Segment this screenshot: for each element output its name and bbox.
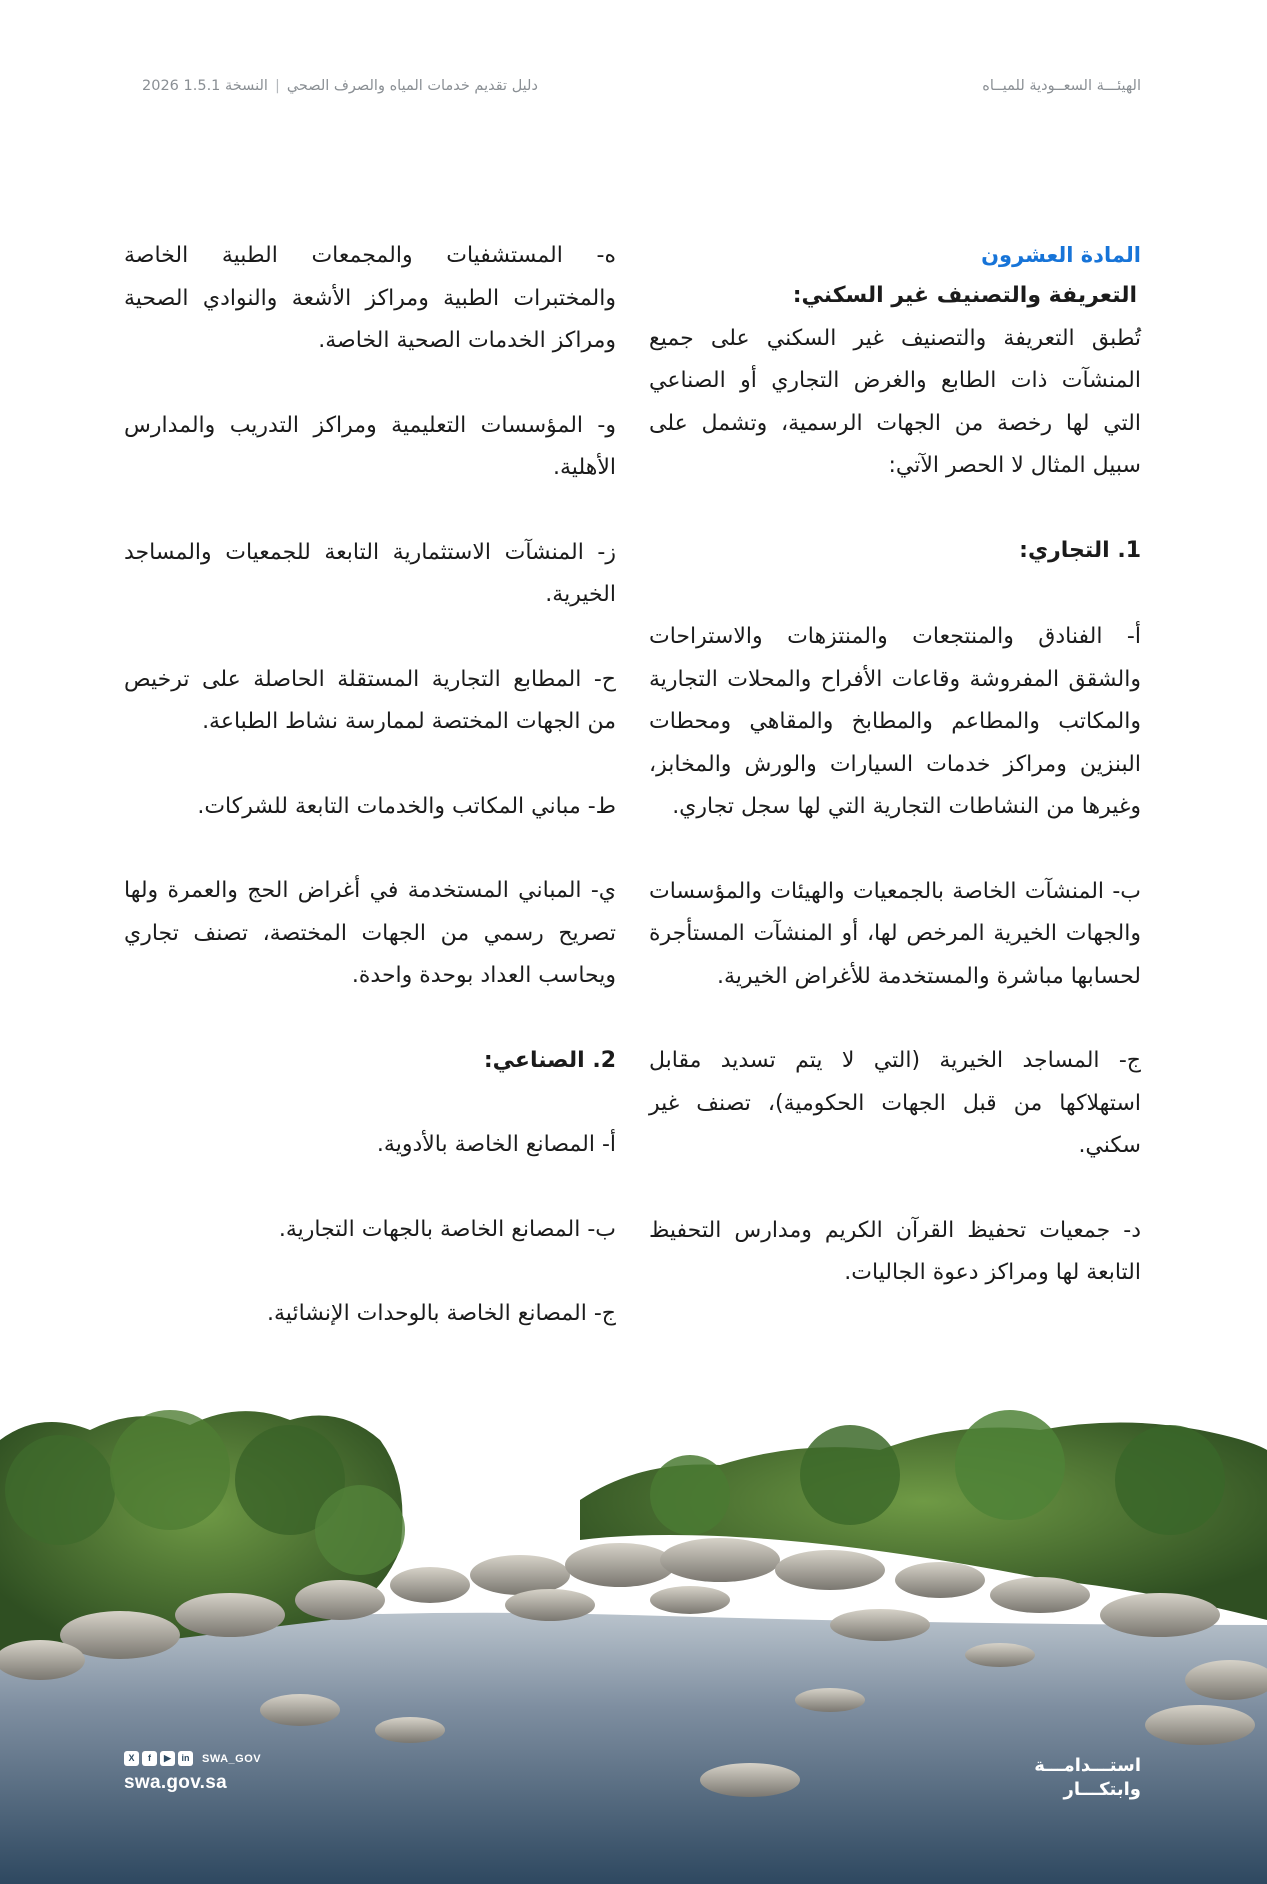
social-links	[124, 1751, 261, 1766]
section-commercial-heading: 1. التجاري:	[1019, 537, 1141, 563]
youtube-icon[interactable]: ▶	[160, 1751, 175, 1766]
article-title: التعريفة والتصنيف غير السكني:	[792, 283, 1137, 308]
list-item: أ- الفنادق والمنتجعات والمنتزهات والاستراحات والشقق المفروشة وقاعات الأفراح والمحلات التجارية والمكاتب والمطاعم والمطابخ والمقاهي ومحطات البنزين ومراكز خدمات السيارات والورش والمخابز، وغيرها من النشاطات التجارية التي لها سجل تجاري.	[649, 624, 1141, 819]
linkedin-icon[interactable]: in	[178, 1751, 193, 1766]
organization-name: الهيئـــة السعــودية للميــاه	[982, 78, 1141, 94]
list-item: ه- المستشفيات والمجمعات الطبية الخاصة والمختبرات الطبية ومراكز الأشعة والنوادي الصحية ومراكز الخدمات الصحية الخاصة.	[124, 243, 616, 353]
footer-slogan	[1034, 1754, 1141, 1802]
water-surface	[0, 1613, 1267, 1884]
header-separator: |	[274, 78, 280, 94]
list-item: د- جمعيات تحفيظ القرآن الكريم ومدارس التحفيظ التابعة لها ومراكز دعوة الجاليات.	[649, 1217, 1141, 1285]
document-title-line	[142, 78, 538, 94]
slogan-line-2: وابتكـــار	[1063, 1779, 1141, 1800]
version-label: النسخة 1.5.1 2026	[142, 78, 268, 94]
landscape-illustration	[0, 1400, 1267, 1884]
list-item: ب- المصانع الخاصة بالجهات التجارية.	[278, 1216, 616, 1242]
slogan-line-1: استـــدامـــة	[1034, 1755, 1141, 1776]
list-item: ز- المنشآت الاستثمارية التابعة للجمعيات والمساجد الخيرية.	[124, 539, 616, 607]
list-item: أ- المصانع الخاصة بالأدوية.	[376, 1132, 616, 1157]
website-link[interactable]: swa.gov.sa	[124, 1772, 227, 1793]
article-number: المادة العشرون	[981, 243, 1141, 267]
list-item: ج- المساجد الخيرية (التي لا يتم تسديد مقابل استهلاكها من قبل الجهات الحكومية)، تصنف غير سكني.	[649, 1048, 1141, 1158]
left-column	[124, 235, 616, 1336]
document-title: دليل تقديم خدمات المياه والصرف الصحي	[286, 78, 538, 94]
list-item: ط- مباني المكاتب والخدمات التابعة للشركات.	[197, 793, 616, 819]
article-intro: تُطبق التعريفة والتصنيف غير السكني على جميع المنشآت ذات الطابع والغرض التجاري أو الصناعي التي لها رخصة من الجهات الرسمية، وتشمل على سبيل المثال لا الحصر الآتي:	[649, 325, 1141, 478]
list-item: ب- المنشآت الخاصة بالجمعيات والهيئات والمؤسسات والجهات الخيرية المرخص لها، أو المنشآت المستأجرة لحسابها مباشرة والمستخدمة للأغراض الخيرية.	[649, 878, 1141, 989]
x-icon[interactable]: X	[124, 1751, 139, 1766]
list-item: و- المؤسسات التعليمية ومراكز التدريب والمدارس الأهلية.	[124, 412, 616, 480]
list-item: ج- المصانع الخاصة بالوحدات الإنشائية.	[267, 1301, 616, 1326]
section-industrial-heading: 2. الصناعي:	[483, 1047, 616, 1073]
facebook-icon[interactable]: f	[142, 1751, 157, 1766]
list-item: ح- المطابع التجارية المستقلة الحاصلة على ترخيص من الجهات المختصة لممارسة نشاط الطباعة.	[124, 666, 616, 734]
footer-contact	[124, 1751, 261, 1794]
list-item: ي- المباني المستخدمة في أغراض الحج والعمرة ولها تصريح رسمي من الجهات المختصة، تصنف تجاري ويحاسب العداد بوحدة واحدة.	[124, 878, 616, 988]
social-handle[interactable]: SWA_GOV	[202, 1752, 262, 1765]
page-header	[142, 78, 1141, 102]
right-column	[649, 235, 1141, 1295]
